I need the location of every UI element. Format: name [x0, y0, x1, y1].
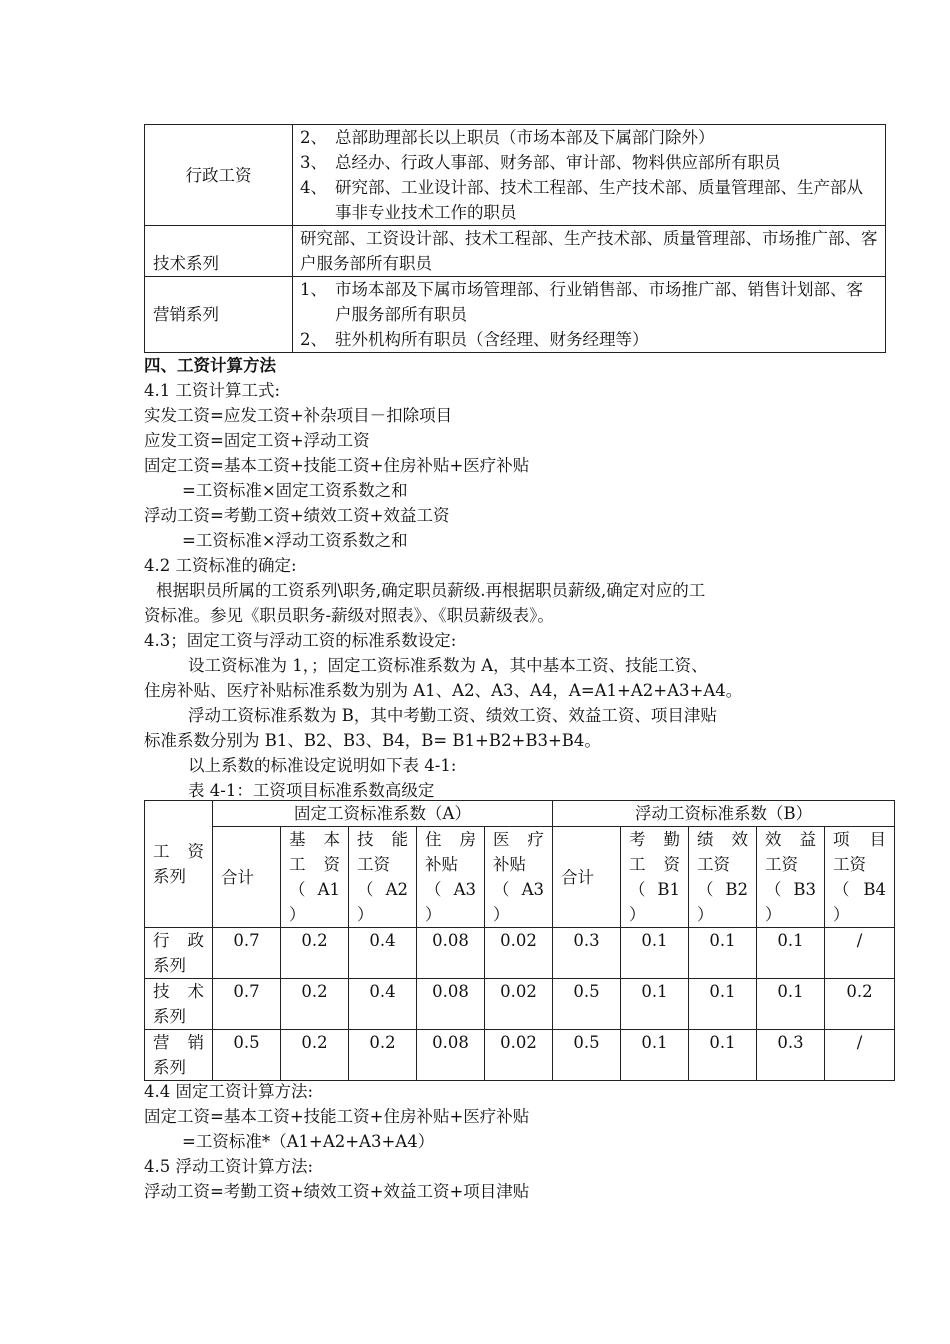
formula-line: =工资标准×固定工资系数之和	[182, 481, 408, 500]
salary-series-table	[144, 124, 886, 353]
table-cell: 0.5	[553, 1030, 621, 1081]
formula-line: 实发工资=应发工资+补杂项目－扣除项目	[144, 406, 453, 425]
header-cell: 技 能 工资 （ A2 ）	[349, 827, 417, 928]
table-subheader-row	[145, 827, 895, 928]
heading-4-2: 4.2 工资标准的确定:	[144, 556, 297, 575]
formula-line: 固定工资=基本工资+技能工资+住房补贴+医疗补贴	[144, 1107, 530, 1126]
heading-4-3: 4.3；固定工资与浮动工资的标准系数设定:	[144, 631, 457, 650]
table-cell: 0.08	[417, 928, 485, 979]
section-body	[144, 353, 844, 803]
table-cell: 0.2	[281, 979, 349, 1030]
list-item: 1、 市场本部及下属市场管理部、行业销售部、市场推广部、销售计划部、客户服务部所有职员	[300, 280, 863, 324]
list-item: 2、 总部助理部长以上职员（市场本部及下属部门除外）	[300, 128, 715, 147]
table-cell: 0.4	[349, 979, 417, 1030]
table-cell: /	[825, 928, 895, 979]
table-cell: 0.08	[417, 1030, 485, 1081]
row-system: 营 销 系列	[145, 1030, 213, 1081]
table-cell: 0.1	[757, 979, 825, 1030]
paragraph-line: 资标准。参见《职员职务-薪级对照表》、《职员薪级表》。	[144, 606, 554, 625]
table-cell: /	[825, 1030, 895, 1081]
row-content	[293, 125, 886, 226]
formula-line: 浮动工资=考勤工资+绩效工资+效益工资+项目津贴	[144, 1182, 530, 1201]
header-cell: 考 勤 工资 （ B1 ）	[621, 827, 689, 928]
table-cell: 0.1	[621, 928, 689, 979]
section-body-2	[144, 1079, 844, 1204]
formula-line: 固定工资=基本工资+技能工资+住房补贴+医疗补贴	[144, 456, 530, 475]
table-row	[145, 928, 895, 979]
section-title: 四、工资计算方法	[144, 356, 276, 375]
table-row	[145, 226, 886, 277]
row-content	[293, 277, 886, 353]
header-cell: 住 房 补贴 （ A3 ）	[417, 827, 485, 928]
table-cell: 0.1	[757, 928, 825, 979]
table-cell: 0.2	[349, 1030, 417, 1081]
table-header-row	[145, 801, 895, 827]
table-cell: 0.02	[485, 928, 553, 979]
table-cell: 0.2	[825, 979, 895, 1030]
table-cell: 0.3	[553, 928, 621, 979]
table-cell: 0.02	[485, 1030, 553, 1081]
row-label: 技术系列	[145, 226, 293, 277]
header-cell: 医 疗 补贴 （ A3 ）	[485, 827, 553, 928]
table-row	[145, 125, 886, 226]
formula-line: 浮动工资=考勤工资+绩效工资+效益工资	[144, 506, 450, 525]
table-cell: 0.1	[621, 1030, 689, 1081]
table-cell: 0.4	[349, 928, 417, 979]
table-cell: 0.08	[417, 979, 485, 1030]
list-item: 2、 驻外机构所有职员（含经理、财务经理等）	[300, 330, 649, 349]
table-row	[145, 979, 895, 1030]
header-group-a: 固定工资标准系数（A）	[213, 801, 553, 827]
formula-line: 应发工资=固定工资+浮动工资	[144, 431, 370, 450]
header-cell: 基 本 工 资 （ A1 ）	[281, 827, 349, 928]
table-cell: 0.1	[689, 979, 757, 1030]
paragraph-line: 根据职员所属的工资系列\职务,确定职员薪级.再根据职员薪级,确定对应的工	[156, 581, 706, 600]
table-row	[145, 277, 886, 353]
row-label: 行政工资	[145, 125, 293, 226]
header-system: 工 资 系列	[145, 801, 213, 928]
table-cell: 0.7	[213, 928, 281, 979]
list-item: 3、 总经办、行政人事部、财务部、审计部、物料供应部所有职员	[300, 153, 781, 172]
paragraph-line: 住房补贴、医疗补贴标准系数为别为 A1、A2、A3、A4，A=A1+A2+A3+A4。	[144, 681, 743, 700]
formula-line: =工资标准*（A1+A2+A3+A4）	[182, 1132, 435, 1151]
list-item: 4、 研究部、工业设计部、技术工程部、生产技术部、质量管理部、生产部从事非专业技术工作的职员	[300, 178, 863, 222]
coefficient-table	[144, 800, 895, 1081]
table-cell: 0.2	[281, 928, 349, 979]
header-cell: 项 目 工资 （ B4 ）	[825, 827, 895, 928]
table-caption: 表 4-1：工资项目标准系数高级定	[188, 781, 435, 800]
table-cell: 0.02	[485, 979, 553, 1030]
table-row	[145, 1030, 895, 1081]
formula-line: =工资标准×浮动工资系数之和	[182, 531, 408, 550]
paragraph-line: 浮动工资标准系数为 B，其中考勤工资、绩效工资、效益工资、项目津贴	[188, 706, 717, 725]
heading-4-4: 4.4 固定工资计算方法:	[144, 1082, 314, 1101]
heading-4-5: 4.5 浮动工资计算方法:	[144, 1157, 314, 1176]
table-cell: 0.1	[621, 979, 689, 1030]
table-cell: 0.5	[553, 979, 621, 1030]
header-group-b: 浮动工资标准系数（B）	[553, 801, 895, 827]
row-content: 研究部、工资设计部、技术工程部、生产技术部、质量管理部、市场推广部、客户服务部所有职员	[293, 226, 886, 277]
header-total-a: 合计	[213, 827, 281, 928]
heading-4-1: 4.1 工资计算工式:	[144, 381, 281, 400]
paragraph-line: 设工资标准为 1，；固定工资标准系数为 A，其中基本工资、技能工资、	[188, 656, 708, 675]
table-cell: 0.5	[213, 1030, 281, 1081]
table-cell: 0.2	[281, 1030, 349, 1081]
row-label: 营销系列	[145, 277, 293, 353]
table-cell: 0.1	[689, 928, 757, 979]
table-cell: 0.7	[213, 979, 281, 1030]
paragraph-line: 以上系数的标准设定说明如下表 4-1:	[188, 756, 457, 775]
table-cell: 0.1	[689, 1030, 757, 1081]
header-cell: 绩 效 工资 （ B2 ）	[689, 827, 757, 928]
row-system: 行 政 系列	[145, 928, 213, 979]
paragraph-line: 标准系数分别为 B1、B2、B3、B4，B= B1+B2+B3+B4。	[144, 731, 601, 750]
header-total-b: 合计	[553, 827, 621, 928]
table-cell: 0.3	[757, 1030, 825, 1081]
header-cell: 效 益 工资 （ B3 ）	[757, 827, 825, 928]
row-system: 技 术 系列	[145, 979, 213, 1030]
